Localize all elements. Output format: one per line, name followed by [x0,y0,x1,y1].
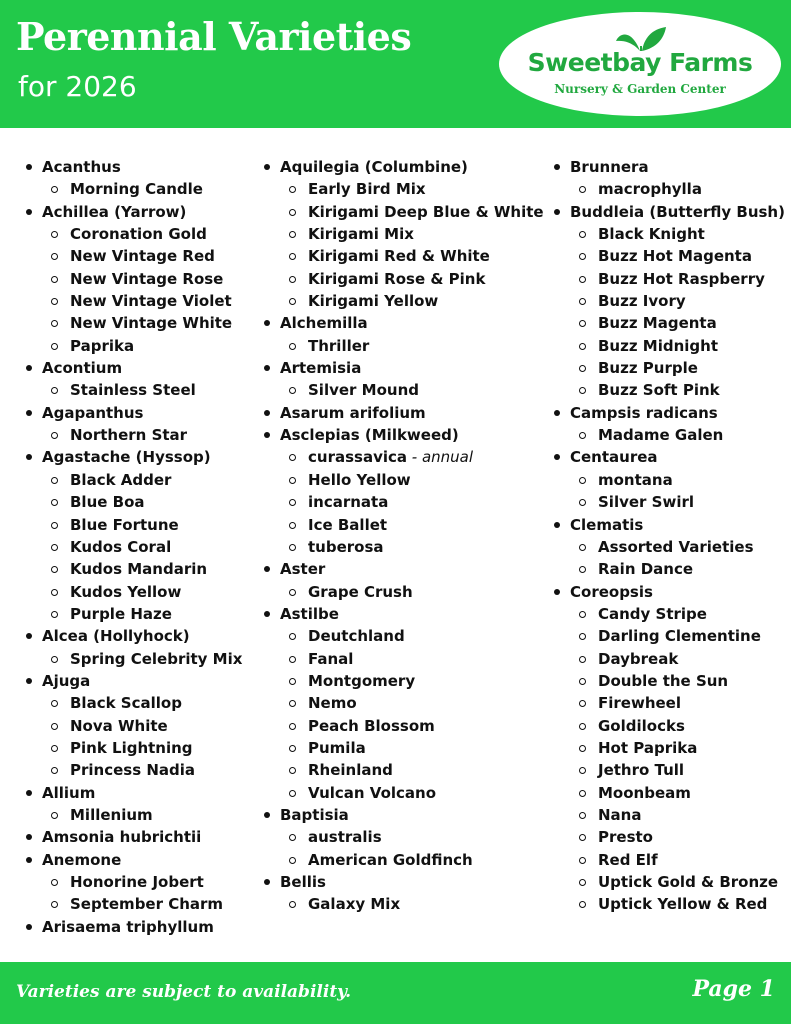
plant-variety-item [262,849,532,871]
plant-variety-label: Uptick Yellow & Red [598,895,768,914]
plant-variety-label: Galaxy Mix [308,895,401,914]
plant-genus-label: Amsonia hubrichtii [42,828,202,847]
plant-genus-item [24,782,246,804]
plant-genus-label: Asarum arifolium [280,403,426,422]
plant-variety-label: Kirigami Rose & Pink [308,269,486,288]
logo-brand-name: Sweetbay Farms [527,48,753,77]
plant-variety-label: Kirigami Yellow [308,292,439,311]
plant-variety-item [24,290,246,312]
plant-variety-item [262,715,532,737]
plant-genus-label: Artemisia [280,359,362,378]
plant-genus-item [262,156,532,178]
plant-genus-item [262,804,532,826]
plant-variety-item [552,782,784,804]
plant-list-column-2 [262,156,544,916]
plant-genus-label: Bellis [280,873,326,891]
plant-variety-item [262,893,532,915]
plant-variety-item [552,245,784,267]
plant-variety-label: Silver Swirl [598,493,694,512]
plant-variety-item [262,223,532,245]
plant-variety-item [552,290,784,312]
plant-variety-label: New Vintage Violet [70,292,232,311]
plant-variety-item [262,670,532,692]
plant-variety-item [552,536,784,558]
plant-variety-item [24,581,246,603]
plant-variety-item [552,603,784,625]
plant-variety-label: Buzz Magenta [598,314,717,333]
plant-variety-label: Peach Blossom [308,716,435,735]
plant-variety-label: Rheinland [308,761,393,780]
plant-variety-label: Deutchland [308,627,405,646]
plant-variety-item [262,625,532,647]
plant-genus-label: Arisaema triphyllum [42,917,214,936]
plant-genus-label: Allium [42,783,96,802]
plant-variety-item [262,290,532,312]
plant-genus-label: Centaurea [570,448,658,467]
plant-variety-label: Buzz Purple [598,359,698,378]
plant-genus-item [552,156,784,178]
plant-variety-item [552,849,784,871]
plant-variety-label: Firewheel [598,694,681,713]
plant-variety-label: Kirigami Deep Blue & White [308,202,544,221]
plant-variety-item [262,446,532,468]
plant-genus-label: Brunnera [570,158,649,176]
plant-variety-item [24,312,246,334]
plant-genus-label: Anemone [42,850,122,869]
plant-variety-item [24,491,246,513]
plant-variety-label: incarnata [308,493,389,512]
plant-variety-item [262,245,532,267]
plant-genus-label: Asclepias (Milkweed) [280,426,459,445]
plant-variety-item [552,178,784,200]
plant-variety-label: Princess Nadia [70,761,196,780]
plant-variety-item [24,536,246,558]
plant-genus-label: Alchemilla [280,314,368,333]
plant-variety-item [552,648,784,670]
plant-variety-item [24,335,246,357]
plant-variety-label: Hello Yellow [308,470,411,489]
plant-variety-item [262,692,532,714]
plant-genus-item [262,603,532,625]
plant-variety-label: Pumila [308,738,366,757]
plant-variety-label: Silver Mound [308,381,419,400]
plant-variety-item [552,625,784,647]
plant-variety-label: Kudos Mandarin [70,560,208,579]
plant-variety-label: australis [308,828,382,847]
variety-note: - annual [407,448,474,467]
plant-genus-item [262,871,532,893]
plant-variety-label: Honorine Jobert [70,873,204,891]
plant-variety-label: Grape Crush [308,582,413,601]
plant-variety-item [24,424,246,446]
plant-genus-item [24,402,246,424]
plant-variety-item [262,201,544,223]
plant-variety-item [24,379,246,401]
plant-genus-item [262,312,532,334]
plant-variety-label: Black Scallop [70,694,182,713]
plant-list-column-3 [552,156,784,916]
plant-genus-item [24,201,246,223]
plant-variety-item [24,804,246,826]
plant-genus-item [552,581,784,603]
plant-variety-item [262,826,532,848]
plant-variety-label: tuberosa [308,537,384,556]
plant-variety-item [262,268,532,290]
plant-variety-label: Kudos Yellow [70,582,182,601]
plant-variety-label: Pink Lightning [70,738,193,757]
plant-variety-label: curassavica [308,448,408,467]
plant-variety-item [552,893,784,915]
plant-variety-label: Daybreak [598,649,679,668]
plant-variety-item [262,737,532,759]
plant-variety-label: Blue Fortune [70,515,179,534]
plant-variety-item [552,826,784,848]
plant-variety-item [262,469,532,491]
plant-variety-label: New Vintage Red [70,247,215,266]
plant-variety-label: Morning Candle [70,180,203,199]
plant-genus-item [262,558,532,580]
plant-variety-label: Spring Celebrity Mix [70,649,243,668]
plant-variety-item [262,335,532,357]
plant-genus-label: Coreopsis [570,582,653,601]
plant-genus-item [24,625,246,647]
plant-genus-label: Achillea (Yarrow) [42,202,187,221]
plant-variety-item [24,178,246,200]
plant-variety-label: Northern Star [70,426,188,445]
plant-genus-label: Astilbe [280,604,339,623]
plant-variety-label: Millenium [70,805,153,824]
plant-variety-item [262,782,532,804]
plant-variety-label: Rain Dance [598,560,694,579]
plant-variety-label: Stainless Steel [70,381,196,400]
plant-variety-label: Goldilocks [598,716,685,735]
plant-variety-item [24,871,246,893]
plant-variety-label: Ice Ballet [308,515,388,534]
plant-variety-label: Montgomery [308,671,416,690]
plant-variety-item [24,268,246,290]
plant-variety-item [552,379,784,401]
plant-variety-item [262,379,532,401]
plant-variety-label: Nemo [308,694,357,713]
plant-genus-label: Ajuga [42,671,91,690]
plant-genus-label: Alcea (Hollyhock) [42,627,190,646]
plant-genus-item [262,402,532,424]
plant-variety-item [24,715,246,737]
plant-genus-label: Buddleia (Butterfly Bush) [570,202,785,221]
plant-variety-item [552,670,784,692]
plant-variety-item [262,581,532,603]
plant-variety-label: Uptick Gold & Bronze [598,873,779,891]
plant-variety-item [24,558,246,580]
plant-variety-item [24,737,246,759]
plant-variety-label: Kirigami Red & White [308,247,490,266]
plant-genus-item [24,446,246,468]
footer-banner [0,962,791,1024]
page-title: Perennial Varieties [16,14,412,59]
plant-variety-item [24,692,246,714]
plant-variety-label: Buzz Hot Magenta [598,247,752,266]
plant-variety-item [552,871,784,893]
plant-variety-item [552,424,784,446]
plant-variety-label: Darling Clementine [598,627,761,646]
sweetbay-farms-logo [499,12,781,116]
plant-variety-label: Nova White [70,716,168,735]
plant-variety-item [24,514,246,536]
plant-variety-label: American Goldfinch [308,850,473,869]
plant-variety-label: Buzz Midnight [598,336,719,355]
plant-variety-item [262,491,532,513]
plant-variety-item [552,804,784,826]
plant-variety-label: Kudos Coral [70,537,172,556]
page-subtitle: for 2026 [18,70,137,103]
plant-variety-item [552,223,784,245]
plant-variety-label: montana [598,470,673,489]
plant-variety-label: Black Knight [598,225,705,244]
plant-genus-item [24,916,246,938]
plant-genus-label: Aquilegia (Columbine) [280,158,468,176]
plant-variety-label: Presto [598,828,653,847]
plant-genus-item [24,670,246,692]
plant-variety-label: Madame Galen [598,426,724,445]
plant-variety-item [552,491,784,513]
plant-variety-label: Blue Boa [70,493,145,512]
plant-variety-item [552,715,784,737]
plant-variety-item [552,268,784,290]
plant-genus-item [552,446,784,468]
plant-variety-item [24,759,246,781]
plant-variety-label: Candy Stripe [598,604,707,623]
plant-variety-item [552,558,784,580]
plant-variety-label: Double the Sun [598,671,729,690]
plant-variety-item [24,603,246,625]
availability-note: Varieties are subject to availability. [16,982,352,1002]
plant-genus-label: Aster [280,560,326,579]
plant-variety-label: Hot Paprika [598,738,698,757]
plant-variety-item [552,357,784,379]
plant-variety-item [24,245,246,267]
plant-variety-item [262,536,532,558]
plant-variety-item [552,737,784,759]
plant-variety-label: Black Adder [70,470,172,489]
plant-variety-item [552,692,784,714]
plant-variety-item [552,759,784,781]
plant-genus-label: Agapanthus [42,403,144,422]
plant-variety-label: Purple Haze [70,604,172,623]
page-number: Page 1 [692,976,775,1002]
plant-genus-item [24,357,246,379]
plant-variety-label: Thriller [308,336,370,355]
plant-variety-label: Buzz Hot Raspberry [598,269,765,288]
plant-genus-label: Baptisia [280,805,349,824]
plant-genus-item [24,849,246,871]
plant-genus-item [262,357,532,379]
plant-genus-label: Agastache (Hyssop) [42,448,211,467]
plant-variety-label: Buzz Soft Pink [598,381,720,400]
plant-genus-item [552,514,784,536]
plant-genus-label: Campsis radicans [570,403,718,422]
plant-genus-item [552,402,784,424]
plant-genus-label: Acontium [42,359,123,378]
plant-variety-label: Fanal [308,649,354,668]
plant-genus-label: Clematis [570,515,644,534]
plant-variety-item [24,223,246,245]
plant-variety-item [24,469,246,491]
plant-variety-item [552,335,784,357]
plant-variety-label: Coronation Gold [70,225,207,244]
plant-variety-label: September Charm [70,895,224,914]
plant-variety-label: Paprika [70,336,135,355]
plant-variety-label: Assorted Varieties [598,537,754,556]
plant-variety-item [262,648,532,670]
plant-genus-item [262,424,532,446]
plant-variety-label: Kirigami Mix [308,225,414,244]
plant-variety-item [262,178,532,200]
plant-variety-item [262,514,532,536]
plant-variety-label: Moonbeam [598,783,691,802]
plant-genus-item [24,826,246,848]
plant-variety-label: Vulcan Volcano [308,783,437,802]
plant-genus-item [24,156,246,178]
plant-genus-item [552,201,784,223]
plant-variety-label: Nana [598,805,642,824]
plant-variety-label: New Vintage White [70,314,233,333]
plant-variety-label: Red Elf [598,850,658,869]
header-banner [0,0,791,128]
plant-variety-item [552,312,784,334]
plant-list-column-1 [24,156,246,938]
plant-variety-label: Buzz Ivory [598,292,686,311]
plant-variety-item [262,759,532,781]
plant-variety-item [24,893,246,915]
plant-variety-item [24,648,246,670]
plant-variety-label: Jethro Tull [598,761,685,780]
plant-variety-label: macrophylla [598,180,702,199]
plant-variety-label: New Vintage Rose [70,269,224,288]
plant-genus-label: Acanthus [42,158,121,176]
logo-tagline: Nursery & Garden Center [554,82,726,96]
plant-variety-label: Early Bird Mix [308,180,426,199]
plant-variety-item [552,469,784,491]
